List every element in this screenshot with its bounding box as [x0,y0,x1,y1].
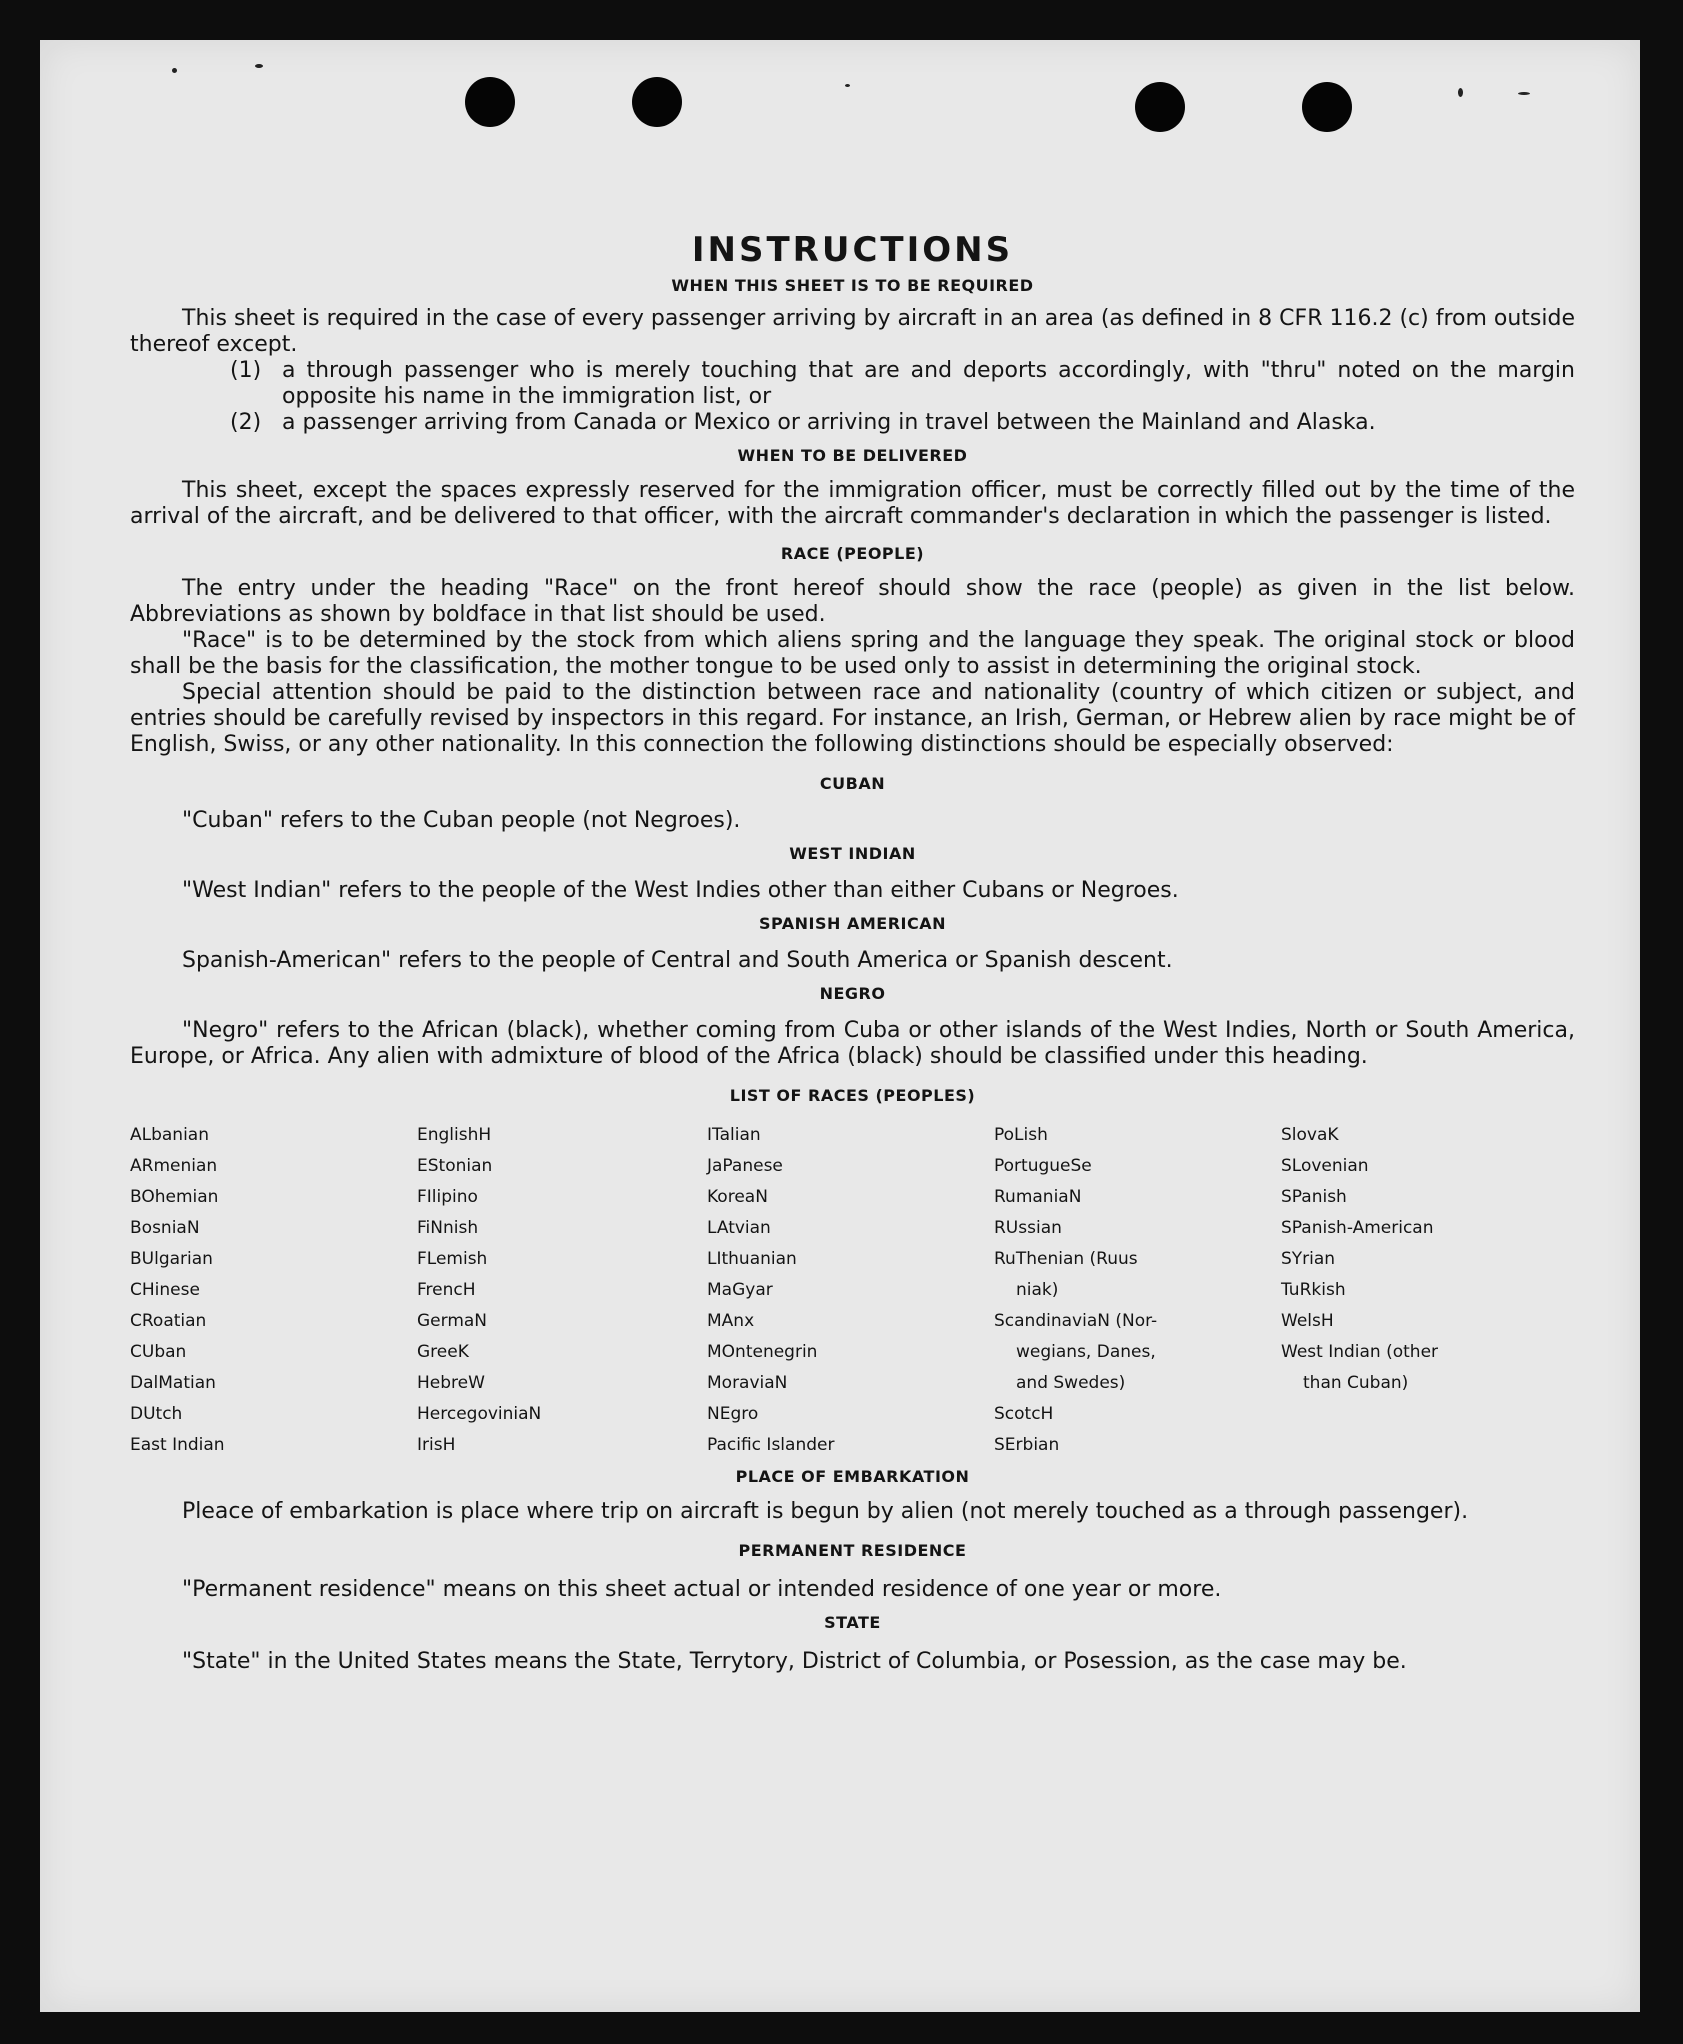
race-entry: HebreW [417,1373,485,1393]
speck [1518,92,1530,95]
punch-hole [465,77,515,127]
list-number: (1) [230,358,262,383]
race-entry: RuThenian (Ruus [994,1249,1138,1269]
race-entry: DalMatian [130,1373,216,1393]
race-entry: ARmenian [130,1156,218,1176]
race-entry: ALbanian [130,1125,209,1145]
embarkation-text: Pleace of embarkation is place where trip on aircraft is begun by alien (not merely touched as a through passenger). [182,1499,1469,1524]
residence-text: "Permanent residence" means on this sheet actual or intended residence of one year or more. [182,1577,1222,1602]
race-entry: MOntenegrin [707,1342,818,1362]
races-column [417,1120,707,1461]
races-list [130,1120,1575,1461]
race-entry: MaGyar [707,1280,773,1300]
race-entry: GreeK [417,1342,469,1362]
section-heading-race: RACE (PEOPLE) [780,544,925,563]
race-entry: SlovaK [1281,1125,1339,1145]
list-text: a through passenger who is merely touching that are and deports accordingly, with "thru" noted on the margin opposite his name in the immigration list, or [282,358,1575,409]
list-item [130,358,1575,410]
list-item [130,410,1575,436]
race-entry: WelsH [1281,1311,1334,1331]
race-entry: MAnx [707,1311,755,1331]
race-entry: SYrian [1281,1249,1336,1269]
race-entry: EStonian [417,1156,493,1176]
race-entry: GermaN [417,1311,488,1331]
race-entry: DUtch [130,1404,183,1424]
race-entry: IrisH [417,1435,456,1455]
punch-hole [1135,82,1185,132]
list-number: (2) [230,410,262,435]
race-entry: BosniaN [130,1218,200,1238]
spanish-american-text: Spanish-American" refers to the people of Central and South America or Spanish descent. [182,948,1173,973]
race-entry: ScandinaviaN (Nor- [994,1311,1158,1331]
race-entry: LAtvian [707,1218,771,1238]
race-entry: FiNnish [417,1218,479,1238]
negro-text: "Negro" refers to the African (black), whether coming from Cuba or other islands of the West Indies, North or South America, Europe, or Africa. Any alien with admixture of blood of the Africa (black) should be classified under this heading. [130,1018,1575,1069]
race-paragraph-1: The entry under the heading "Race" on the front hereof should show the race (people) as given in the list below. Abbreviations as shown by boldface in that list should be used. [130,576,1575,627]
race-entry: ITalian [707,1125,761,1145]
section-heading-required: WHEN THIS SHEET IS TO BE REQUIRED [671,276,1034,295]
punch-hole [632,77,682,127]
race-entry: CRoatian [130,1311,207,1331]
race-entry: SPanish [1281,1187,1347,1207]
delivered-text: This sheet, except the spaces expressly reserved for the immigration officer, must be correctly filled out by the time of the arrival of the aircraft, and be delivered to that officer, with the aircraft commander's declaration in which the passenger is listed. [130,478,1575,529]
cuban-text: "Cuban" refers to the Cuban people (not Negroes). [182,808,741,833]
punch-hole [1302,82,1352,132]
race-entry: RUssian [994,1218,1062,1238]
section-heading-spanish-american: SPANISH AMERICAN [758,914,946,933]
required-intro: This sheet is required in the case of every passenger arriving by aircraft in an area (as defined in 8 CFR 116.2 (c) from outside thereof except. [130,306,1575,357]
west-indian-text: "West Indian" refers to the people of the West Indies other than either Cubans or Negroes. [182,878,1179,903]
section-heading-state: STATE [824,1613,881,1632]
races-column [707,1120,994,1461]
race-entry: LIthuanian [707,1249,797,1269]
race-entry: niak) [1016,1280,1059,1300]
race-entry: than Cuban) [1303,1373,1409,1393]
page-title: INSTRUCTIONS [691,230,1014,270]
races-column [1281,1120,1575,1461]
race-entry: MoraviaN [707,1373,788,1393]
race-entry: Pacific Islander [707,1435,835,1455]
races-column [130,1120,417,1461]
section-heading-negro: NEGRO [819,984,886,1003]
race-entry: ScotcH [994,1404,1054,1424]
section-heading-residence: PERMANENT RESIDENCE [738,1541,967,1560]
race-entry: PoLish [994,1125,1048,1145]
race-entry: wegians, Danes, [1016,1342,1156,1362]
race-entry: SLovenian [1281,1156,1369,1176]
instructions-content [130,230,1575,1675]
race-entry: West Indian (other [1281,1342,1439,1362]
speck [1458,88,1463,97]
section-heading-races-list: LIST OF RACES (PEOPLES) [729,1086,976,1105]
race-entry: JaPanese [707,1156,783,1176]
race-entry: CUban [130,1342,187,1362]
race-entry: East Indian [130,1435,225,1455]
race-entry: KoreaN [707,1187,768,1207]
speck [845,84,850,87]
speck [255,64,263,68]
race-entry: RumaniaN [994,1187,1082,1207]
race-paragraph-3: Special attention should be paid to the distinction between race and nationality (country of which citizen or subject, and entries should be carefully revised by inspectors in this regard. For instance, an Irish, German, or Hebrew alien by race might be of English, Swiss, or any other nationality. In this connection the following distinctions should be especially observed: [130,680,1575,757]
race-entry: HercegoviniaN [417,1404,542,1424]
race-paragraph-2: "Race" is to be determined by the stock from which aliens spring and the language they speak. The original stock or blood shall be the basis for the classification, the mother tongue to be used only to assist in determining the original stock. [130,628,1575,679]
race-entry: SPanish-American [1281,1218,1434,1238]
list-text: a passenger arriving from Canada or Mexico or arriving in travel between the Mainland and Alaska. [282,410,1376,435]
race-entry: FIlipino [417,1187,478,1207]
race-entry: and Swedes) [1016,1373,1126,1393]
section-heading-west-indian: WEST INDIAN [789,844,916,863]
race-entry: CHinese [130,1280,200,1300]
document-page [40,40,1640,2012]
race-entry: EnglishH [417,1125,492,1145]
race-entry: SErbian [994,1435,1060,1455]
speck [172,68,177,73]
race-entry: TuRkish [1281,1280,1346,1300]
section-heading-delivered: WHEN TO BE DELIVERED [737,446,968,465]
race-entry: FrencH [417,1280,476,1300]
race-entry: FLemish [417,1249,488,1269]
race-entry: NEgro [707,1404,759,1424]
race-entry: BOhemian [130,1187,219,1207]
section-heading-cuban: CUBAN [819,774,886,793]
state-text: "State" in the United States means the State, Terrytory, District of Columbia, or Posession, as the case may be. [182,1649,1407,1674]
section-heading-embarkation: PLACE OF EMBARKATION [735,1467,970,1486]
race-entry: BUlgarian [130,1249,213,1269]
races-column [994,1120,1281,1461]
race-entry: PortugueSe [994,1156,1092,1176]
